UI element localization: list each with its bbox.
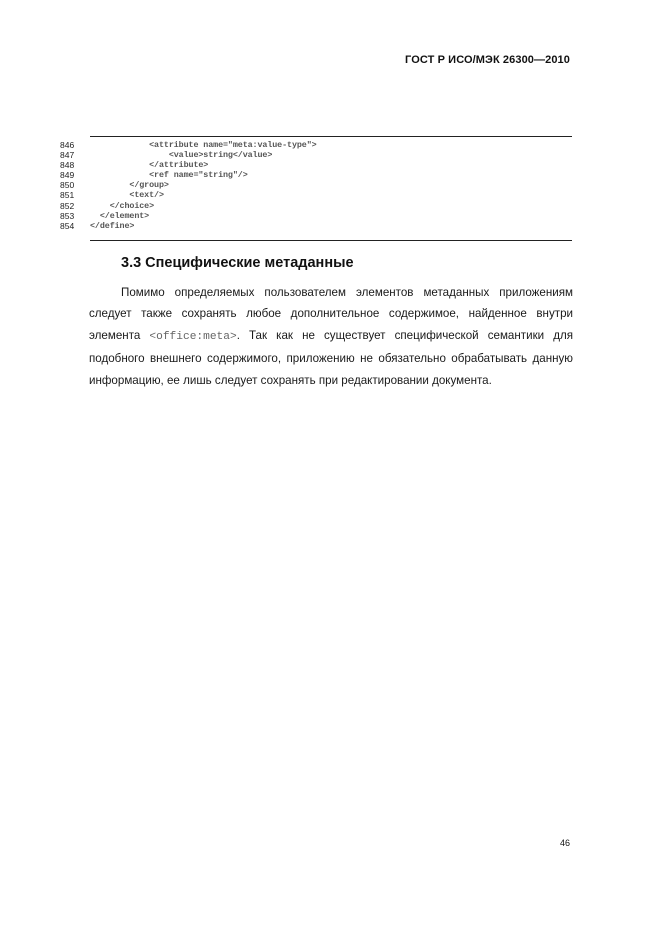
line-number: 852 [60, 200, 75, 211]
code-text: </attribute> [90, 160, 209, 171]
line-number: 853 [60, 210, 75, 221]
line-number: 851 [60, 190, 75, 201]
code-listing-top-rule [90, 136, 572, 137]
code-line [60, 170, 572, 180]
code-text: <text/> [90, 190, 164, 201]
code-line [60, 211, 572, 221]
code-line [60, 140, 572, 150]
code-listing-bottom-rule [90, 240, 572, 241]
line-number: 849 [60, 170, 75, 181]
code-text: </choice> [90, 200, 155, 211]
code-line [60, 221, 572, 231]
code-line [60, 201, 572, 211]
code-line [60, 150, 572, 160]
body-paragraph [89, 282, 573, 391]
code-text: <attribute name="meta:value-type"> [90, 140, 317, 150]
code-line [60, 180, 572, 190]
code-line [60, 190, 572, 200]
paragraph-text-part1: Помимо определяемых пользователем элементов метаданных приложениям следует также сохранять любое дополнительное содержимое, найденное внутри элемента [89, 286, 573, 342]
line-number: 848 [60, 160, 75, 171]
line-number: 847 [60, 150, 75, 161]
code-text: <value>string</value> [90, 150, 273, 161]
line-number: 846 [60, 140, 75, 150]
code-text: </group> [90, 180, 169, 191]
section-title: 3.3 Специфические метаданные [121, 255, 354, 271]
line-number: 854 [60, 220, 75, 231]
page-number: 46 [560, 838, 571, 848]
code-text: <ref name="string"/> [90, 170, 248, 181]
paragraph-text-part2: . Так как не существует специфической семантики для подобного внешнего содержимого, приложению не обязательно обрабатывать данную информацию, ее лишь следует сохранять при редактировании документа. [89, 328, 573, 387]
code-line [60, 160, 572, 170]
code-text: </define> [90, 220, 135, 231]
code-lines [60, 140, 572, 231]
page-header-standard: ГОСТ Р ИСО/МЭК 26300—2010 [405, 54, 570, 66]
code-text: </element> [90, 210, 150, 221]
inline-code-element: <office:meta> [149, 330, 237, 343]
line-number: 850 [60, 180, 75, 191]
